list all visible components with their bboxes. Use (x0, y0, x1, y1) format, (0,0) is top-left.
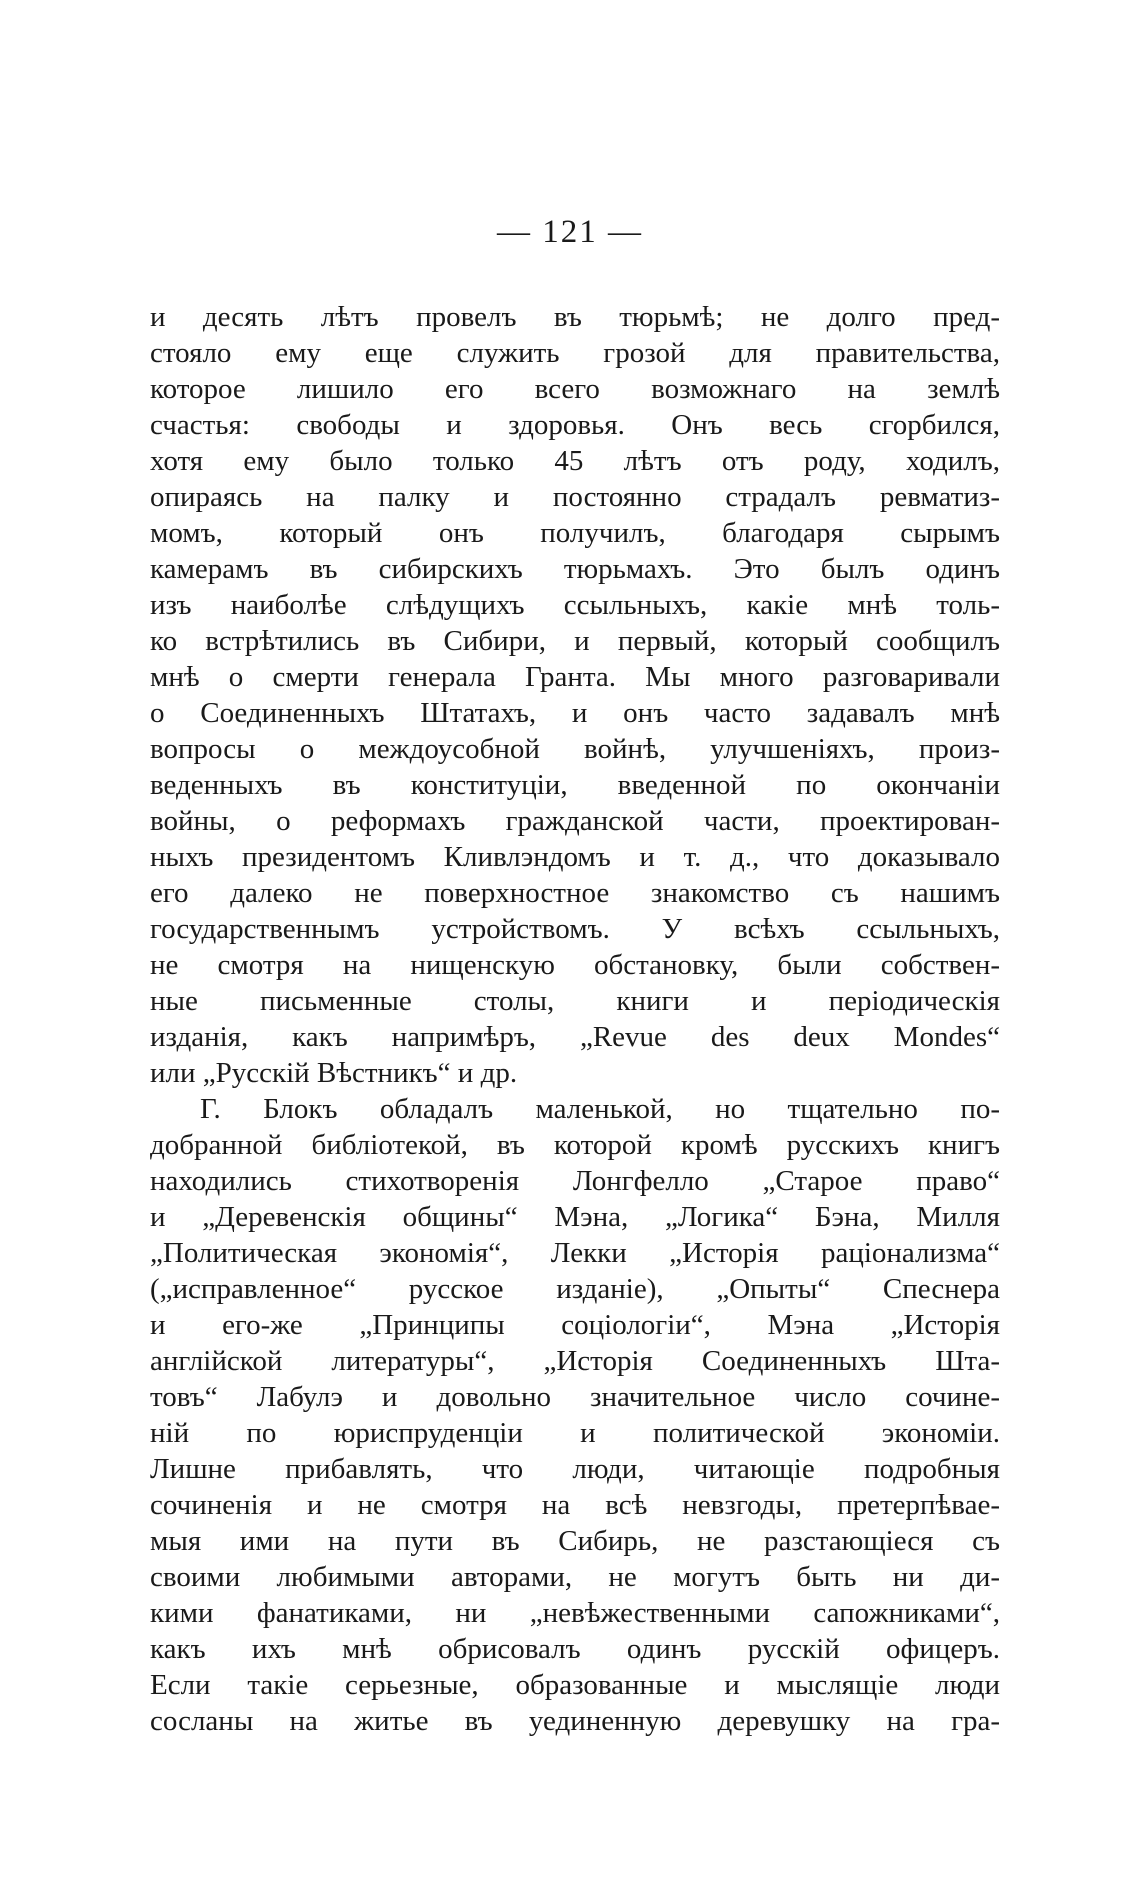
text-line: государственнымъ устройствомъ. У всѣхъ ссыльныхъ, (150, 913, 1000, 945)
text-line: счастья: свободы и здоровья. Онъ весь сгорбился, (150, 409, 1000, 441)
text-line: и десять лѣтъ провелъ въ тюрьмѣ; не долго пред- (150, 301, 1000, 333)
text-line: находились стихотворенія Лонгфелло „Старое право“ (150, 1165, 1000, 1197)
text-line: товъ“ Лабулэ и довольно значительное число сочине- (150, 1381, 1000, 1413)
text-line: какъ ихъ мнѣ обрисовалъ одинъ русскій офицеръ. (150, 1633, 1000, 1665)
text-line: не смотря на нищенскую обстановку, были собствен- (150, 949, 1000, 981)
text-line: хотя ему было только 45 лѣтъ отъ роду, ходилъ, (150, 445, 1000, 477)
text-line: момъ, который онъ получилъ, благодаря сырымъ (150, 517, 1000, 549)
text-line: его далеко не поверхностное знакомство съ нашимъ (150, 877, 1000, 909)
text-line: и „Деревенскія общины“ Мэна, „Логика“ Бэна, Милля (150, 1201, 1000, 1233)
text-line: ные письменные столы, книги и періодическія (150, 985, 1000, 1017)
text-line: которое лишило его всего возможнаго на землѣ (150, 373, 1000, 405)
text-line: „Политическая экономія“, Лекки „Исторія раціонализма“ (150, 1237, 1000, 1269)
text-line: опираясь на палку и постоянно страдалъ ревматиз- (150, 481, 1000, 513)
text-line: или „Русскій Вѣстникъ“ и др. (150, 1057, 518, 1089)
text-line: („исправленное“ русское изданіе), „Опыты“ Спеснера (150, 1273, 1000, 1305)
text-line: вопросы о междоусобной войнѣ, улучшеніяхъ, произ- (150, 733, 1000, 765)
text-line: мнѣ о смерти генерала Гранта. Мы много разговаривали (150, 661, 1000, 693)
text-line: кими фанатиками, ни „невѣжественными сапожниками“, (150, 1597, 1000, 1629)
text-line: ній по юриспруденціи и политической экономіи. (150, 1417, 1000, 1449)
text-line: Г. Блокъ обладалъ маленькой, но тщательно по- (200, 1093, 1000, 1125)
text-line: англійской литературы“, „Исторія Соединенныхъ Шта- (150, 1345, 1000, 1377)
text-line: изъ наиболѣе слѣдущихъ ссыльныхъ, какіе мнѣ толь- (150, 589, 1000, 621)
text-line: ныхъ президентомъ Кливлэндомъ и т. д., что доказывало (150, 841, 1000, 873)
text-line: изданія, какъ напримѣръ, „Revue des deux Mondes“ (150, 1021, 1000, 1053)
text-line: ко встрѣтились въ Сибири, и первый, который сообщилъ (150, 625, 1000, 657)
text-line: сочиненія и не смотря на всѣ невзгоды, претерпѣвае- (150, 1489, 1000, 1521)
text-line: сосланы на житье въ уединенную деревушку на гра- (150, 1705, 1000, 1737)
body-text (150, 299, 1000, 1739)
text-line: войны, о реформахъ гражданской части, проектирован- (150, 805, 1000, 837)
text-line: Если такіе серьезные, образованные и мыслящіе люди (150, 1669, 1000, 1701)
text-line: стояло ему еще служить грозой для правительства, (150, 337, 1000, 369)
page-number: — 121 — (497, 214, 643, 250)
text-line: своими любимыми авторами, не могутъ быть ни ди- (150, 1561, 1000, 1593)
text-line: о Соединенныхъ Штатахъ, и онъ часто задавалъ мнѣ (150, 697, 1000, 729)
text-line: камерамъ въ сибирскихъ тюрьмахъ. Это былъ одинъ (150, 553, 1000, 585)
text-line: веденныхъ въ конституціи, введенной по окончаніи (150, 769, 1000, 801)
text-line: мыя ими на пути въ Сибирь, не разстающіеся съ (150, 1525, 1000, 1557)
text-line: Лишне прибавлять, что люди, читающіе подробныя (150, 1453, 1000, 1485)
text-line: добранной библіотекой, въ которой кромѣ русскихъ книгъ (150, 1129, 1000, 1161)
text-line: и его-же „Принципы соціологіи“, Мэна „Исторія (150, 1309, 1000, 1341)
